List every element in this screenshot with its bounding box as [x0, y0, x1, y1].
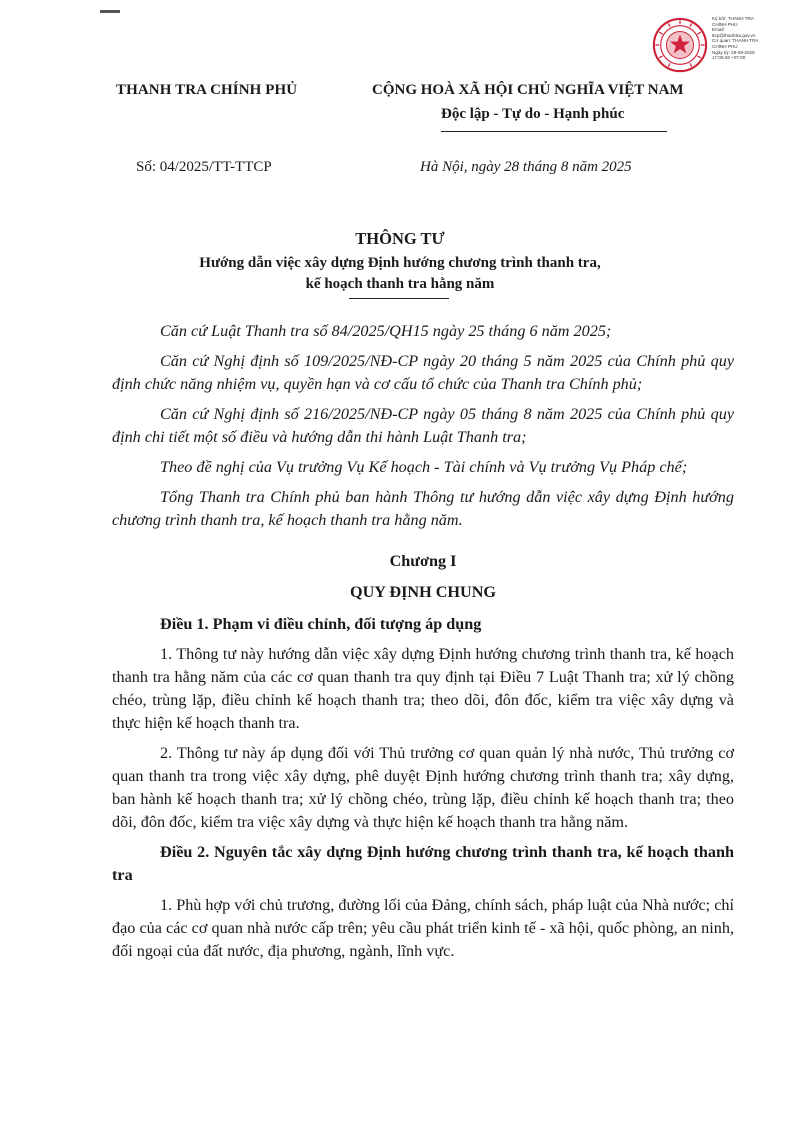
- signature-line: ttcp@thanhtra.gov.vn: [712, 32, 756, 38]
- motto-underline: [441, 131, 667, 132]
- document-subject: [0, 253, 800, 295]
- legal-basis-3: Căn cứ Nghị định số 216/2025/NĐ-CP ngày 05 tháng 8 năm 2025 của Chính phủ quy định chi tiết một số điều và hướng dẫn thi hành Luật Thanh tra;: [112, 405, 734, 446]
- article-1-clause-1: 1. Thông tư này hướng dẫn việc xây dựng Định hướng chương trình thanh tra, kế hoạch thanh tra hằng năm của các cơ quan thanh tra quy định tại Điều 7 Luật Thanh tra; xử lý chồng chéo, trùng lặp, điều chỉnh kế hoạch thanh tra; theo dõi, đôn đốc, kiểm tra việc xây dựng và thực hiện kế hoạch thanh tra.: [112, 645, 734, 732]
- legal-basis-2: Căn cứ Nghị định số 109/2025/NĐ-CP ngày 20 tháng 5 năm 2025 của Chính phủ quy định chức năng nhiệm vụ, quyền hạn và cơ cấu tổ chức của Thanh tra Chính phủ;: [112, 352, 734, 393]
- signature-line: Ngày ký: 28-08-2025: [712, 49, 755, 55]
- seal-icon: [651, 16, 709, 74]
- issuing-agency: THANH TRA CHÍNH PHỦ: [116, 82, 298, 98]
- digital-signature-seal: [651, 16, 709, 74]
- document-number: Số: 04/2025/TT-TTCP: [136, 159, 272, 175]
- signature-line: Cơ quan: THANH TRA: [712, 38, 759, 44]
- legal-basis-5: Tổng Thanh tra Chính phủ ban hành Thông tư hướng dẫn việc xây dựng Định hướng chương trình thanh tra, kế hoạch thanh tra hằng năm.: [112, 488, 734, 529]
- subject-line-2: kế hoạch thanh tra hằng năm: [305, 276, 495, 292]
- signature-line: CHÍNH PHỦ: [712, 43, 738, 49]
- chapter-number: Chương I: [389, 552, 457, 570]
- legal-basis-4: Theo đề nghị của Vụ trưởng Vụ Kế hoạch - Tài chính và Vụ trưởng Vụ Pháp chế;: [160, 458, 688, 476]
- document-type: THÔNG TƯ: [355, 229, 445, 248]
- national-motto: Độc lập - Tự do - Hạnh phúc: [441, 106, 625, 122]
- signature-line: 17:06:48 +07:00: [712, 55, 746, 61]
- signature-info: [712, 16, 792, 61]
- article-2-clause-1: 1. Phù hợp với chủ trương, đường lối của Đảng, chính sách, pháp luật của Nhà nước; chỉ đạo của các cơ quan nhà nước cấp trên; yêu cầu phát triển kinh tế - xã hội, quốc phòng, an ninh, đối ngoại của đất nước, địa phương, ngành, lĩnh vực.: [112, 896, 734, 960]
- legal-basis-1: Căn cứ Luật Thanh tra số 84/2025/QH15 ngày 25 tháng 6 năm 2025;: [160, 322, 612, 340]
- national-header: [372, 82, 732, 123]
- article-1-clause-2: 2. Thông tư này áp dụng đối với Thủ trưởng cơ quan quản lý nhà nước, Thủ trưởng cơ quan thanh tra trong việc xây dựng, phê duyệt Định hướng chương trình thanh tra; xây dựng, ban hành kế hoạch thanh tra; xử lý chồng chéo, trùng lặp, điều chỉnh kế hoạch thanh tra; theo dõi, đôn đốc, kiểm tra việc xây dựng và thực hiện kế hoạch thanh tra hằng năm.: [112, 744, 734, 831]
- article-1-heading: Điều 1. Phạm vi điều chỉnh, đối tượng áp dụng: [160, 615, 482, 633]
- signature-line: CHÍNH PHỦ: [712, 21, 738, 27]
- national-title: CỘNG HOÀ XÃ HỘI CHỦ NGHĨA VIỆT NAM: [372, 82, 684, 98]
- scan-mark: [100, 10, 120, 13]
- chapter-name: QUY ĐỊNH CHUNG: [350, 583, 496, 601]
- subject-line-1: Hướng dẫn việc xây dựng Định hướng chương trình thanh tra,: [199, 255, 601, 271]
- place-and-date: Hà Nội, ngày 28 tháng 8 năm 2025: [420, 159, 632, 175]
- article-2-heading: Điều 2. Nguyên tắc xây dựng Định hướng chương trình thanh tra, kế hoạch thanh tra: [112, 843, 734, 884]
- subject-underline: [349, 298, 449, 299]
- signature-line: Ký bởi: THANH TRA: [712, 16, 754, 21]
- signature-line: Email:: [712, 27, 725, 33]
- document-body: [112, 320, 734, 970]
